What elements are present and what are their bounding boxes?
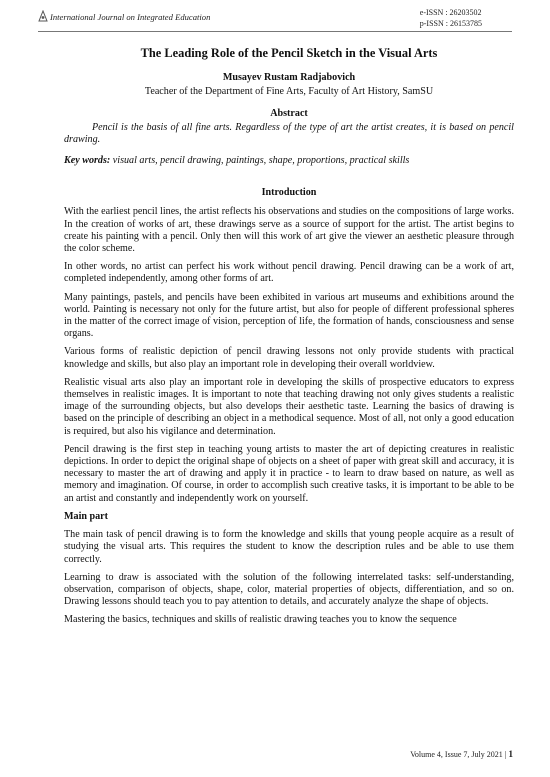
intro-paragraph: Realistic visual arts also play an important role in developing the skills of prospective educators to express themselves in realistic images. It is important to note that teaching drawing not only gives students a realistic image of the surrounding objects, but also develops their aesthetic taste. Learning the basics of drawing is based on the principle of describing an object in a methodical sequence. Most of all, not only a good education is required, but also his vigilance and determination. [64,376,514,437]
issn-block [420,7,482,29]
page-number: 1 [508,750,513,760]
abstract-heading: Abstract [270,108,308,120]
intro-paragraph: Various forms of realistic depiction of pencil drawing lessons not only provide students with practical knowledge and skills, but also play an important role in developing their overall worldview. [64,346,514,370]
section-heading-main-part: Main part [64,510,109,522]
author-affiliation: Teacher of the Department of Fine Arts, Faculty of Art History, SamSU [144,86,434,98]
header-rule [38,31,512,32]
intro-paragraph: With the earliest pencil lines, the artist reflects his observations and studies on the compositions of large works. In the creation of works of art, these drawings serve as a source of support for the artist. The artist begins to create his painting with a pencil. Only then will this work of art give the viewer an aesthetic pleasure through the color scheme. [64,206,514,255]
main-paragraph: The main task of pencil drawing is to form the knowledge and skills that young people acquire as a result of studying the visual arts. This requires the student to know the description rules and be able to use them correctly. [64,529,514,565]
intro-paragraph: Pencil drawing is the first step in teaching young artists to master the art of depicting creatures in realistic depictions. In order to depict the original shape of objects on a sheet of paper with great skill and accuracy, it is necessary to master the art of drawing and apply it in practice - to learn to draw based on nature, as well as memory and imagination. Of course, in order to accomplish such creative tasks, it is important to be able to be an artist and constantly and independently work on yourself. [64,443,514,504]
keywords-label: Key words: [64,155,111,167]
author-name: Musayev Rustam Radjabovich [222,72,356,83]
intro-paragraph: In other words, no artist can perfect his work without pencil drawing. Pencil drawing can be a work of art, completed independently, among other forms of art. [64,261,514,285]
keywords-list: visual arts, pencil drawing, paintings, shape, proportions, practical skills [112,155,410,167]
intro-paragraph: Many paintings, pastels, and pencils have been exhibited in various art museums and exhibitions around the world. Painting is necessary not only for the future artist, but also for people of different professional spheres in the matter of the correct image of vision, perception of life, the formation of hands, consciousness and sense organs. [64,291,514,340]
keywords [64,155,514,167]
section-heading-introduction: Introduction [261,187,317,199]
main-paragraph: Mastering the basics, techniques and skills of realistic drawing teaches you to know the sequence [64,614,457,626]
journal-logo-icon [38,10,48,22]
abstract-text: Pencil is the basis of all fine arts. Regardless of the type of art the artist creates, it is based on pencil drawing. [64,121,514,145]
page-footer [410,750,513,760]
p-issn: p-ISSN : 26153785 [419,19,482,28]
article-body [64,46,514,633]
e-issn: e-ISSN : 26203502 [419,8,482,17]
footer-volume: Volume 4, Issue 7, July 2021 | [410,750,507,759]
journal-name: International Journal on Integrated Education [50,12,211,22]
article-title: The Leading Role of the Pencil Sketch in the Visual Arts [140,46,438,60]
main-paragraph: Learning to draw is associated with the solution of the following interrelated tasks: self-understanding, observation, comparison of objects, shape, color, material properties of objects, differentiation, and so on. Drawing lessons should teach you to pay attention to details, and accurately analyze the shape of objects. [64,571,514,608]
